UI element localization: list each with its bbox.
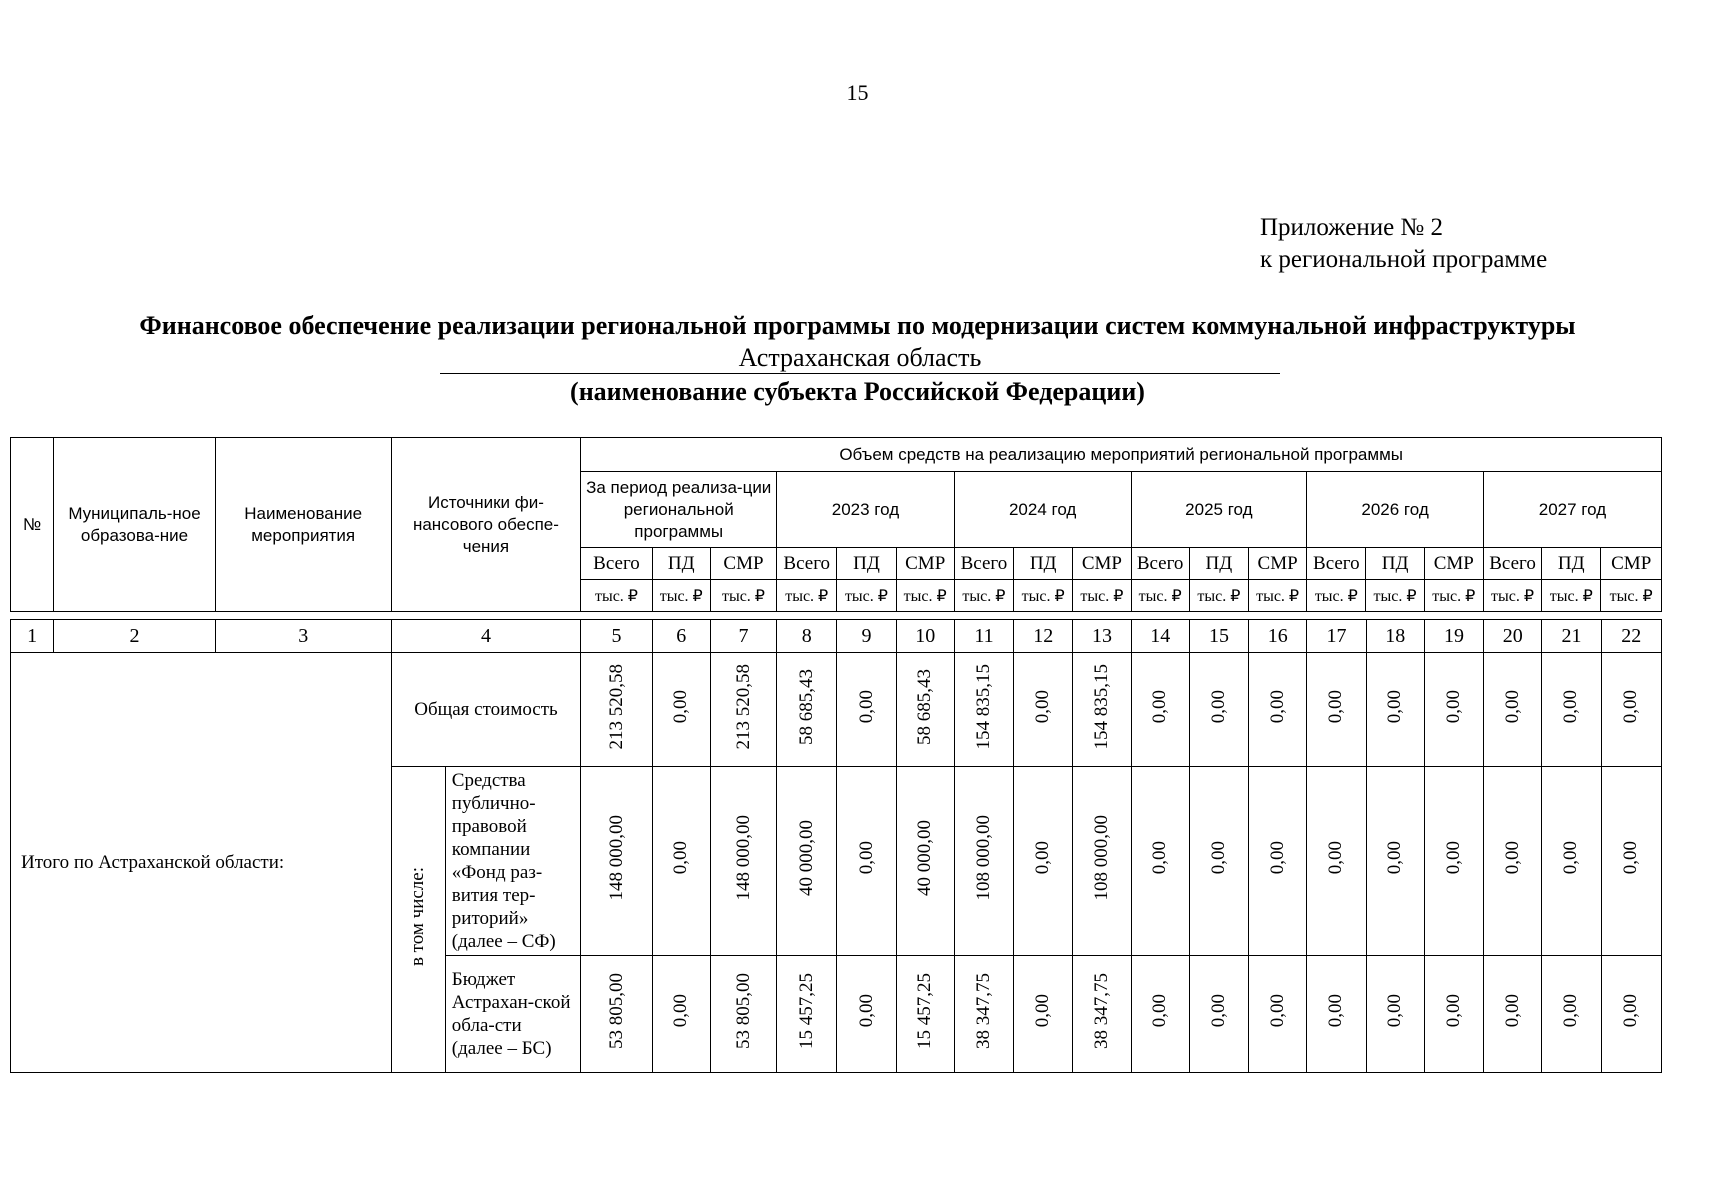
- header-unit: тыс. ₽: [1189, 580, 1248, 612]
- value-text: 0,00: [1620, 689, 1642, 724]
- header-period-total: За период реализа-ции региональной программы: [581, 472, 777, 548]
- column-number: 11: [954, 620, 1013, 653]
- value-cell: [896, 767, 954, 956]
- column-number: 15: [1189, 620, 1248, 653]
- value-text: 213 520,58: [732, 663, 754, 750]
- header-unit: тыс. ₽: [1424, 580, 1483, 612]
- value-text: 0,00: [1442, 841, 1464, 875]
- value-cell: [1073, 767, 1131, 956]
- value-cell: [1542, 653, 1601, 767]
- value-text: 154 835,15: [1091, 663, 1112, 750]
- region-name: Астраханская область: [440, 343, 1280, 374]
- column-numbers-row: [11, 620, 1662, 653]
- appendix-line-2: к региональной программе: [1260, 246, 1548, 273]
- header-unit: тыс. ₽: [1366, 580, 1424, 612]
- header-unit: тыс. ₽: [581, 580, 652, 612]
- header-period-2024: 2024 год: [954, 472, 1131, 548]
- appendix-label: [1260, 212, 1547, 276]
- header-unit: тыс. ₽: [1073, 580, 1131, 612]
- header-subcol: ПД: [1014, 548, 1073, 580]
- value-text: 0,00: [1384, 689, 1406, 724]
- header-volume: Объем средств на реализацию мероприятий региональной программы: [581, 438, 1662, 472]
- column-number: 13: [1073, 620, 1131, 653]
- value-text: 0,00: [1384, 841, 1406, 875]
- value-text: 0,00: [1560, 994, 1582, 1028]
- column-number: 20: [1484, 620, 1542, 653]
- table-row: [11, 653, 1662, 767]
- header-sources: Источники фи-нансового обеспе-чения: [391, 438, 581, 612]
- value-cell: [1249, 767, 1307, 956]
- header-unit: тыс. ₽: [896, 580, 954, 612]
- header-subcol: СМР: [1601, 548, 1662, 580]
- value-text: 0,00: [1266, 994, 1288, 1028]
- value-text: 108 000,00: [973, 815, 995, 901]
- value-cell: [652, 956, 710, 1073]
- header-subcol: Всего: [954, 548, 1013, 580]
- value-cell: [1484, 956, 1542, 1073]
- value-cell: [1601, 956, 1661, 1073]
- value-text: 108 000,00: [1091, 815, 1112, 901]
- header-subcol: ПД: [1542, 548, 1601, 580]
- value-cell: [652, 653, 710, 767]
- value-text: 0,00: [1207, 841, 1229, 875]
- value-cell: [777, 653, 837, 767]
- header-period-2026: 2026 год: [1307, 472, 1484, 548]
- value-cell: [1131, 956, 1189, 1073]
- value-text: 0,00: [1560, 841, 1582, 875]
- column-number: 1: [11, 620, 54, 653]
- value-text: 0,00: [1501, 841, 1523, 875]
- value-text: 38 347,75: [973, 973, 995, 1049]
- value-text: 0,00: [1442, 689, 1464, 724]
- header-unit: тыс. ₽: [710, 580, 776, 612]
- value-text: 0,00: [1325, 841, 1347, 875]
- value-text: 0,00: [670, 689, 692, 724]
- value-cell: [581, 956, 652, 1073]
- header-subcol: ПД: [837, 548, 896, 580]
- value-cell: [777, 956, 837, 1073]
- value-text: 148 000,00: [732, 815, 754, 901]
- value-cell: [1073, 653, 1131, 767]
- value-text: 0,00: [855, 994, 877, 1028]
- header-unit: тыс. ₽: [1014, 580, 1073, 612]
- header-event: Наименование мероприятия: [215, 438, 391, 612]
- value-text: 15 457,25: [795, 973, 817, 1049]
- value-text: 0,00: [1207, 994, 1229, 1028]
- value-text: 0,00: [1032, 689, 1054, 724]
- value-text: 38 347,75: [1091, 973, 1112, 1049]
- value-text: 0,00: [1325, 689, 1347, 724]
- value-cell: [1366, 956, 1424, 1073]
- column-number: 3: [215, 620, 391, 653]
- value-cell: [1014, 653, 1073, 767]
- value-text: 0,00: [1266, 689, 1288, 724]
- value-cell: [1542, 956, 1601, 1073]
- total-label: Итого по Астраханской области:: [11, 653, 392, 1073]
- column-number: 21: [1542, 620, 1601, 653]
- header-subcol: Всего: [777, 548, 837, 580]
- in-that-number-cell: [391, 767, 445, 1073]
- value-cell: [1014, 956, 1073, 1073]
- value-text: 0,00: [1560, 689, 1582, 724]
- value-text: 40 000,00: [795, 820, 817, 896]
- header-subcol: Всего: [1307, 548, 1366, 580]
- value-cell: [1484, 653, 1542, 767]
- value-cell: [1189, 956, 1248, 1073]
- value-cell: [896, 653, 954, 767]
- header-unit: тыс. ₽: [1248, 580, 1306, 612]
- header-unit: тыс. ₽: [777, 580, 837, 612]
- value-cell: [652, 767, 710, 956]
- header-unit: тыс. ₽: [1601, 580, 1662, 612]
- value-cell: [1424, 653, 1483, 767]
- column-number: 14: [1131, 620, 1189, 653]
- value-cell: [837, 956, 896, 1073]
- value-cell: [1131, 653, 1189, 767]
- value-cell: [710, 767, 776, 956]
- header-period-2025: 2025 год: [1131, 472, 1307, 548]
- value-text: 0,00: [1384, 994, 1406, 1028]
- value-text: 0,00: [1501, 689, 1523, 724]
- header-subcol: СМР: [710, 548, 776, 580]
- value-text: 0,00: [1620, 994, 1642, 1028]
- value-cell: [954, 767, 1013, 956]
- value-text: 0,00: [670, 841, 692, 875]
- value-text: 0,00: [1325, 994, 1347, 1028]
- value-cell: [777, 767, 837, 956]
- header-subcol: СМР: [1073, 548, 1131, 580]
- header-subcol: ПД: [652, 548, 710, 580]
- header-no: №: [11, 438, 54, 612]
- column-number: 9: [837, 620, 896, 653]
- value-cell: [1189, 767, 1248, 956]
- value-cell: [1073, 956, 1131, 1073]
- header-subcol: СМР: [1248, 548, 1306, 580]
- column-number: 17: [1307, 620, 1366, 653]
- header-period-2023: 2023 год: [777, 472, 955, 548]
- table-body: [10, 619, 1662, 1073]
- column-number: 6: [652, 620, 710, 653]
- value-text: 0,00: [1149, 994, 1171, 1028]
- value-cell: [581, 767, 652, 956]
- source-cell: Бюджет Астрахан-ской обла-сти (далее – БС): [445, 956, 581, 1073]
- value-text: 0,00: [1442, 994, 1464, 1028]
- value-cell: [954, 653, 1013, 767]
- value-cell: [954, 956, 1013, 1073]
- value-text: 58 685,43: [914, 668, 936, 745]
- value-cell: [710, 653, 776, 767]
- value-text: 58 685,43: [795, 668, 817, 745]
- page-number: 15: [846, 80, 869, 105]
- value-cell: [1307, 653, 1366, 767]
- value-cell: [837, 653, 896, 767]
- value-text: 0,00: [1149, 689, 1171, 724]
- value-text: 40 000,00: [914, 820, 936, 896]
- in-that-number-label: в том числе:: [407, 866, 429, 967]
- value-text: 213 520,58: [605, 663, 627, 750]
- value-cell: [710, 956, 776, 1073]
- value-cell: [1366, 653, 1424, 767]
- column-number: 22: [1601, 620, 1661, 653]
- header-unit: тыс. ₽: [652, 580, 710, 612]
- header-unit: тыс. ₽: [1131, 580, 1189, 612]
- source-cell: Общая стоимость: [391, 653, 581, 767]
- header-unit: тыс. ₽: [1307, 580, 1366, 612]
- value-cell: [1249, 956, 1307, 1073]
- column-number: 16: [1249, 620, 1307, 653]
- source-cell: Средства публично-правовой компании «Фонд раз-вития тер-риторий» (далее – СФ): [445, 767, 581, 956]
- value-cell: [1601, 767, 1661, 956]
- header-period-2027: 2027 год: [1483, 472, 1661, 548]
- value-text: 53 805,00: [732, 973, 754, 1049]
- header-subcol: ПД: [1189, 548, 1248, 580]
- header-unit: тыс. ₽: [954, 580, 1013, 612]
- value-cell: [1366, 767, 1424, 956]
- header-subcol: Всего: [581, 548, 652, 580]
- table-header: [10, 437, 1662, 612]
- value-text: 0,00: [1501, 994, 1523, 1028]
- value-text: 0,00: [1032, 994, 1054, 1028]
- value-cell: [1484, 767, 1542, 956]
- region-caption: (наименование субъекта Российской Федерации): [570, 377, 1145, 406]
- column-number: 5: [581, 620, 652, 653]
- value-text: 15 457,25: [914, 973, 936, 1049]
- header-subcol: ПД: [1366, 548, 1424, 580]
- column-number: 8: [777, 620, 837, 653]
- header-unit: тыс. ₽: [1483, 580, 1541, 612]
- value-text: 53 805,00: [605, 973, 627, 1049]
- column-number: 2: [54, 620, 216, 653]
- value-cell: [1189, 653, 1248, 767]
- value-text: 154 835,15: [973, 663, 995, 750]
- value-cell: [581, 653, 652, 767]
- value-cell: [1601, 653, 1661, 767]
- value-cell: [1307, 956, 1366, 1073]
- header-subcol: СМР: [1424, 548, 1483, 580]
- column-number: 4: [391, 620, 581, 653]
- header-municipality: Муниципаль-ное образова-ние: [54, 438, 216, 612]
- value-text: 0,00: [1207, 689, 1229, 724]
- value-text: 0,00: [855, 689, 877, 724]
- appendix-line-1: Приложение № 2: [1260, 214, 1444, 241]
- header-subcol: Всего: [1131, 548, 1189, 580]
- column-number: 19: [1424, 620, 1483, 653]
- value-cell: [1424, 767, 1483, 956]
- value-text: 148 000,00: [605, 815, 627, 901]
- value-cell: [1014, 767, 1073, 956]
- value-cell: [1542, 767, 1601, 956]
- value-cell: [1307, 767, 1366, 956]
- value-cell: [896, 956, 954, 1073]
- value-text: 0,00: [1266, 841, 1288, 875]
- header-subcol: Всего: [1483, 548, 1541, 580]
- value-text: 0,00: [855, 841, 877, 875]
- column-number: 7: [710, 620, 776, 653]
- column-number: 10: [896, 620, 954, 653]
- document-title: Финансовое обеспечение реализации региональной программы по модернизации систем коммунальной инфраструктуры: [139, 311, 1576, 340]
- header-unit: тыс. ₽: [837, 580, 896, 612]
- value-cell: [1131, 767, 1189, 956]
- value-text: 0,00: [670, 994, 692, 1028]
- header-unit: тыс. ₽: [1542, 580, 1601, 612]
- value-text: 0,00: [1149, 841, 1171, 875]
- value-text: 0,00: [1032, 841, 1054, 875]
- header-subcol: СМР: [896, 548, 954, 580]
- value-text: 0,00: [1620, 841, 1642, 875]
- value-cell: [1424, 956, 1483, 1073]
- column-number: 18: [1366, 620, 1424, 653]
- value-cell: [837, 767, 896, 956]
- value-cell: [1249, 653, 1307, 767]
- column-number: 12: [1014, 620, 1073, 653]
